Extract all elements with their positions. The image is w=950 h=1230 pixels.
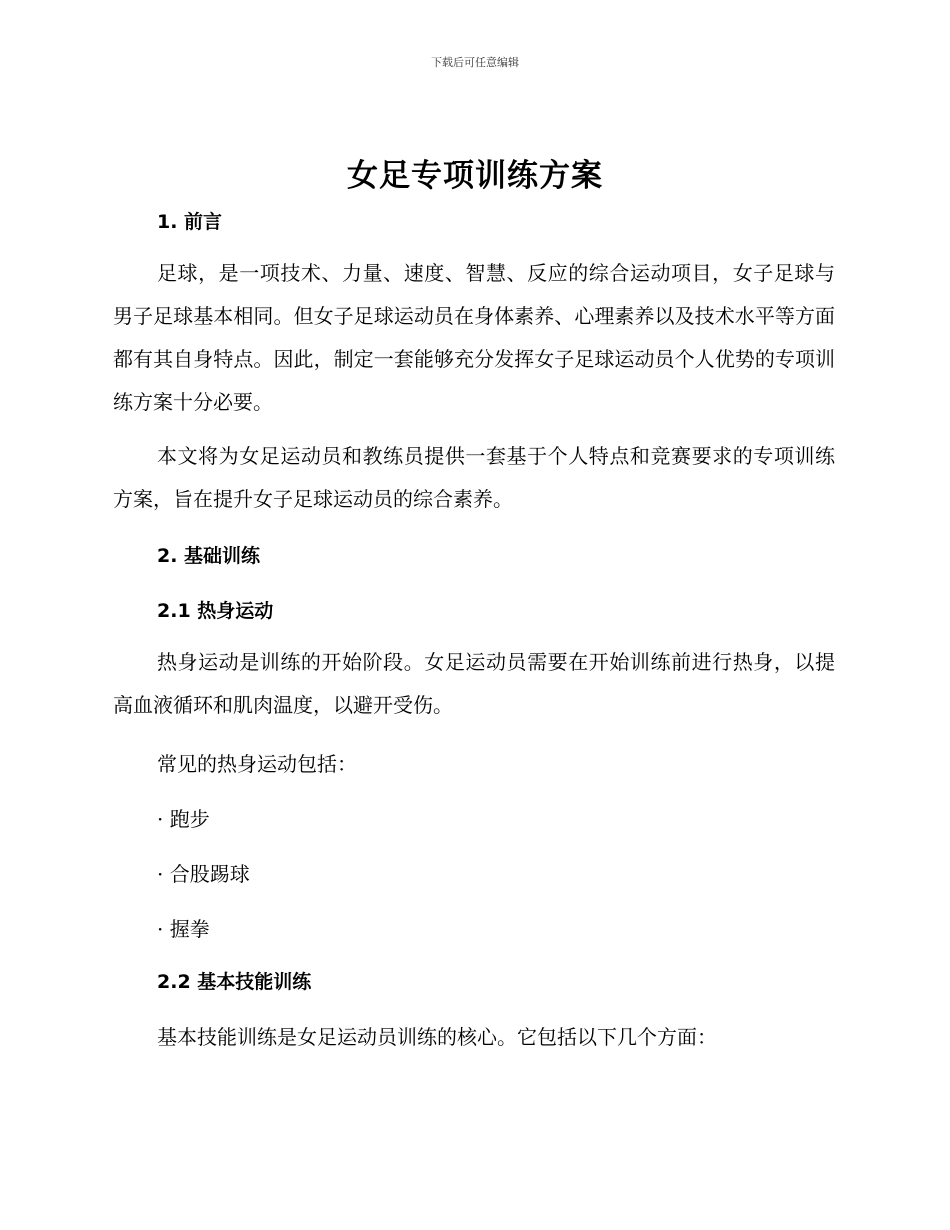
list-item: · 合股踢球 (157, 862, 250, 886)
preface-paragraph-1: 足球，是一项技术、力量、速度、智慧、反应的综合运动项目，女子足球与男子足球基本相同。但女子足球运动员在身体素养、心理素养以及技术水平等方面都有其自身特点。因此，制定一套能够充分发挥女子足球运动员个人优势的专项训练方案十分必要。 (113, 261, 835, 414)
header-note: 下载后可任意编辑 (431, 56, 519, 69)
warmup-list-intro: 常见的热身运动包括： (157, 752, 357, 776)
list-item: · 跑步 (157, 807, 210, 831)
section-heading-preface: 1. 前言 (157, 211, 223, 233)
document-title: 女足专项训练方案 (347, 158, 603, 194)
basic-skills-paragraph: 基本技能训练是女足运动员训练的核心。它包括以下几个方面： (157, 1025, 717, 1049)
preface-paragraph-2: 本文将为女足运动员和教练员提供一套基于个人特点和竞赛要求的专项训练方案，旨在提升女子足球运动员的综合素养。 (113, 444, 835, 511)
subsection-heading-basic-skills: 2.2 基本技能训练 (157, 971, 312, 993)
warmup-paragraph: 热身运动是训练的开始阶段。女足运动员需要在开始训练前进行热身，以提高血液循环和肌肉温度，以避开受伤。 (113, 650, 835, 717)
list-item: · 握拳 (157, 917, 210, 941)
section-heading-basic-training: 2. 基础训练 (157, 545, 261, 567)
subsection-heading-warmup: 2.1 热身运动 (157, 600, 274, 622)
